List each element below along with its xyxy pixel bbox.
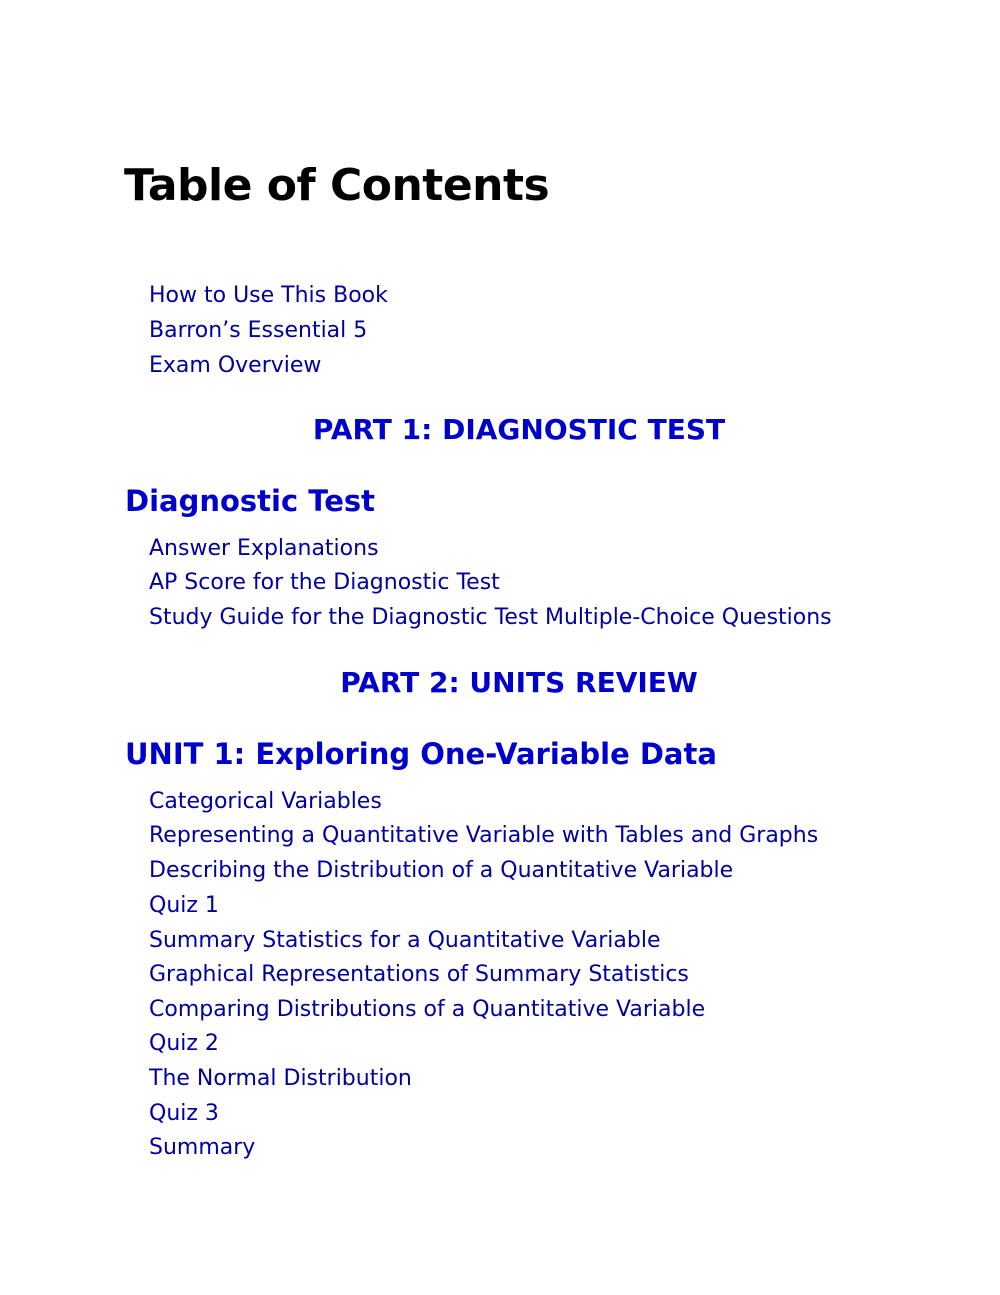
toc-link-item[interactable]: Describing the Distribution of a Quantitative Variable [149, 858, 734, 883]
toc-link-item[interactable]: Comparing Distributions of a Quantitative Variable [149, 997, 706, 1022]
toc-link-ap-score[interactable]: AP Score for the Diagnostic Test [149, 570, 500, 595]
part-2-heading[interactable]: PART 2: UNITS REVIEW [340, 666, 698, 699]
toc-link-item[interactable]: Summary [149, 1135, 256, 1160]
toc-link-study-guide[interactable]: Study Guide for the Diagnostic Test Multiple-Choice Questions [149, 605, 832, 630]
toc-link-item[interactable]: Representing a Quantitative Variable with Tables and Graphs [149, 823, 819, 848]
part-1-heading[interactable]: PART 1: DIAGNOSTIC TEST [312, 413, 726, 446]
section-heading-unit-1[interactable]: UNIT 1: Exploring One-Variable Data [125, 737, 717, 771]
toc-link-item[interactable]: The Normal Distribution [149, 1066, 412, 1091]
toc-link-item[interactable]: Quiz 2 [149, 1031, 219, 1056]
toc-link-item[interactable]: Quiz 1 [149, 893, 219, 918]
toc-link-essential-5[interactable]: Barron’s Essential 5 [149, 318, 368, 343]
toc-link-item[interactable]: Categorical Variables [149, 789, 382, 814]
toc-link-how-to-use[interactable]: How to Use This Book [149, 283, 388, 308]
page-title: Table of Contents [124, 160, 550, 211]
toc-link-item[interactable]: Summary Statistics for a Quantitative Variable [149, 928, 661, 953]
section-heading-diagnostic-test[interactable]: Diagnostic Test [125, 484, 375, 518]
toc-link-answer-explanations[interactable]: Answer Explanations [149, 536, 379, 561]
toc-link-item[interactable]: Graphical Representations of Summary Statistics [149, 962, 689, 987]
toc-link-exam-overview[interactable]: Exam Overview [149, 353, 322, 378]
toc-link-item[interactable]: Quiz 3 [149, 1101, 219, 1126]
